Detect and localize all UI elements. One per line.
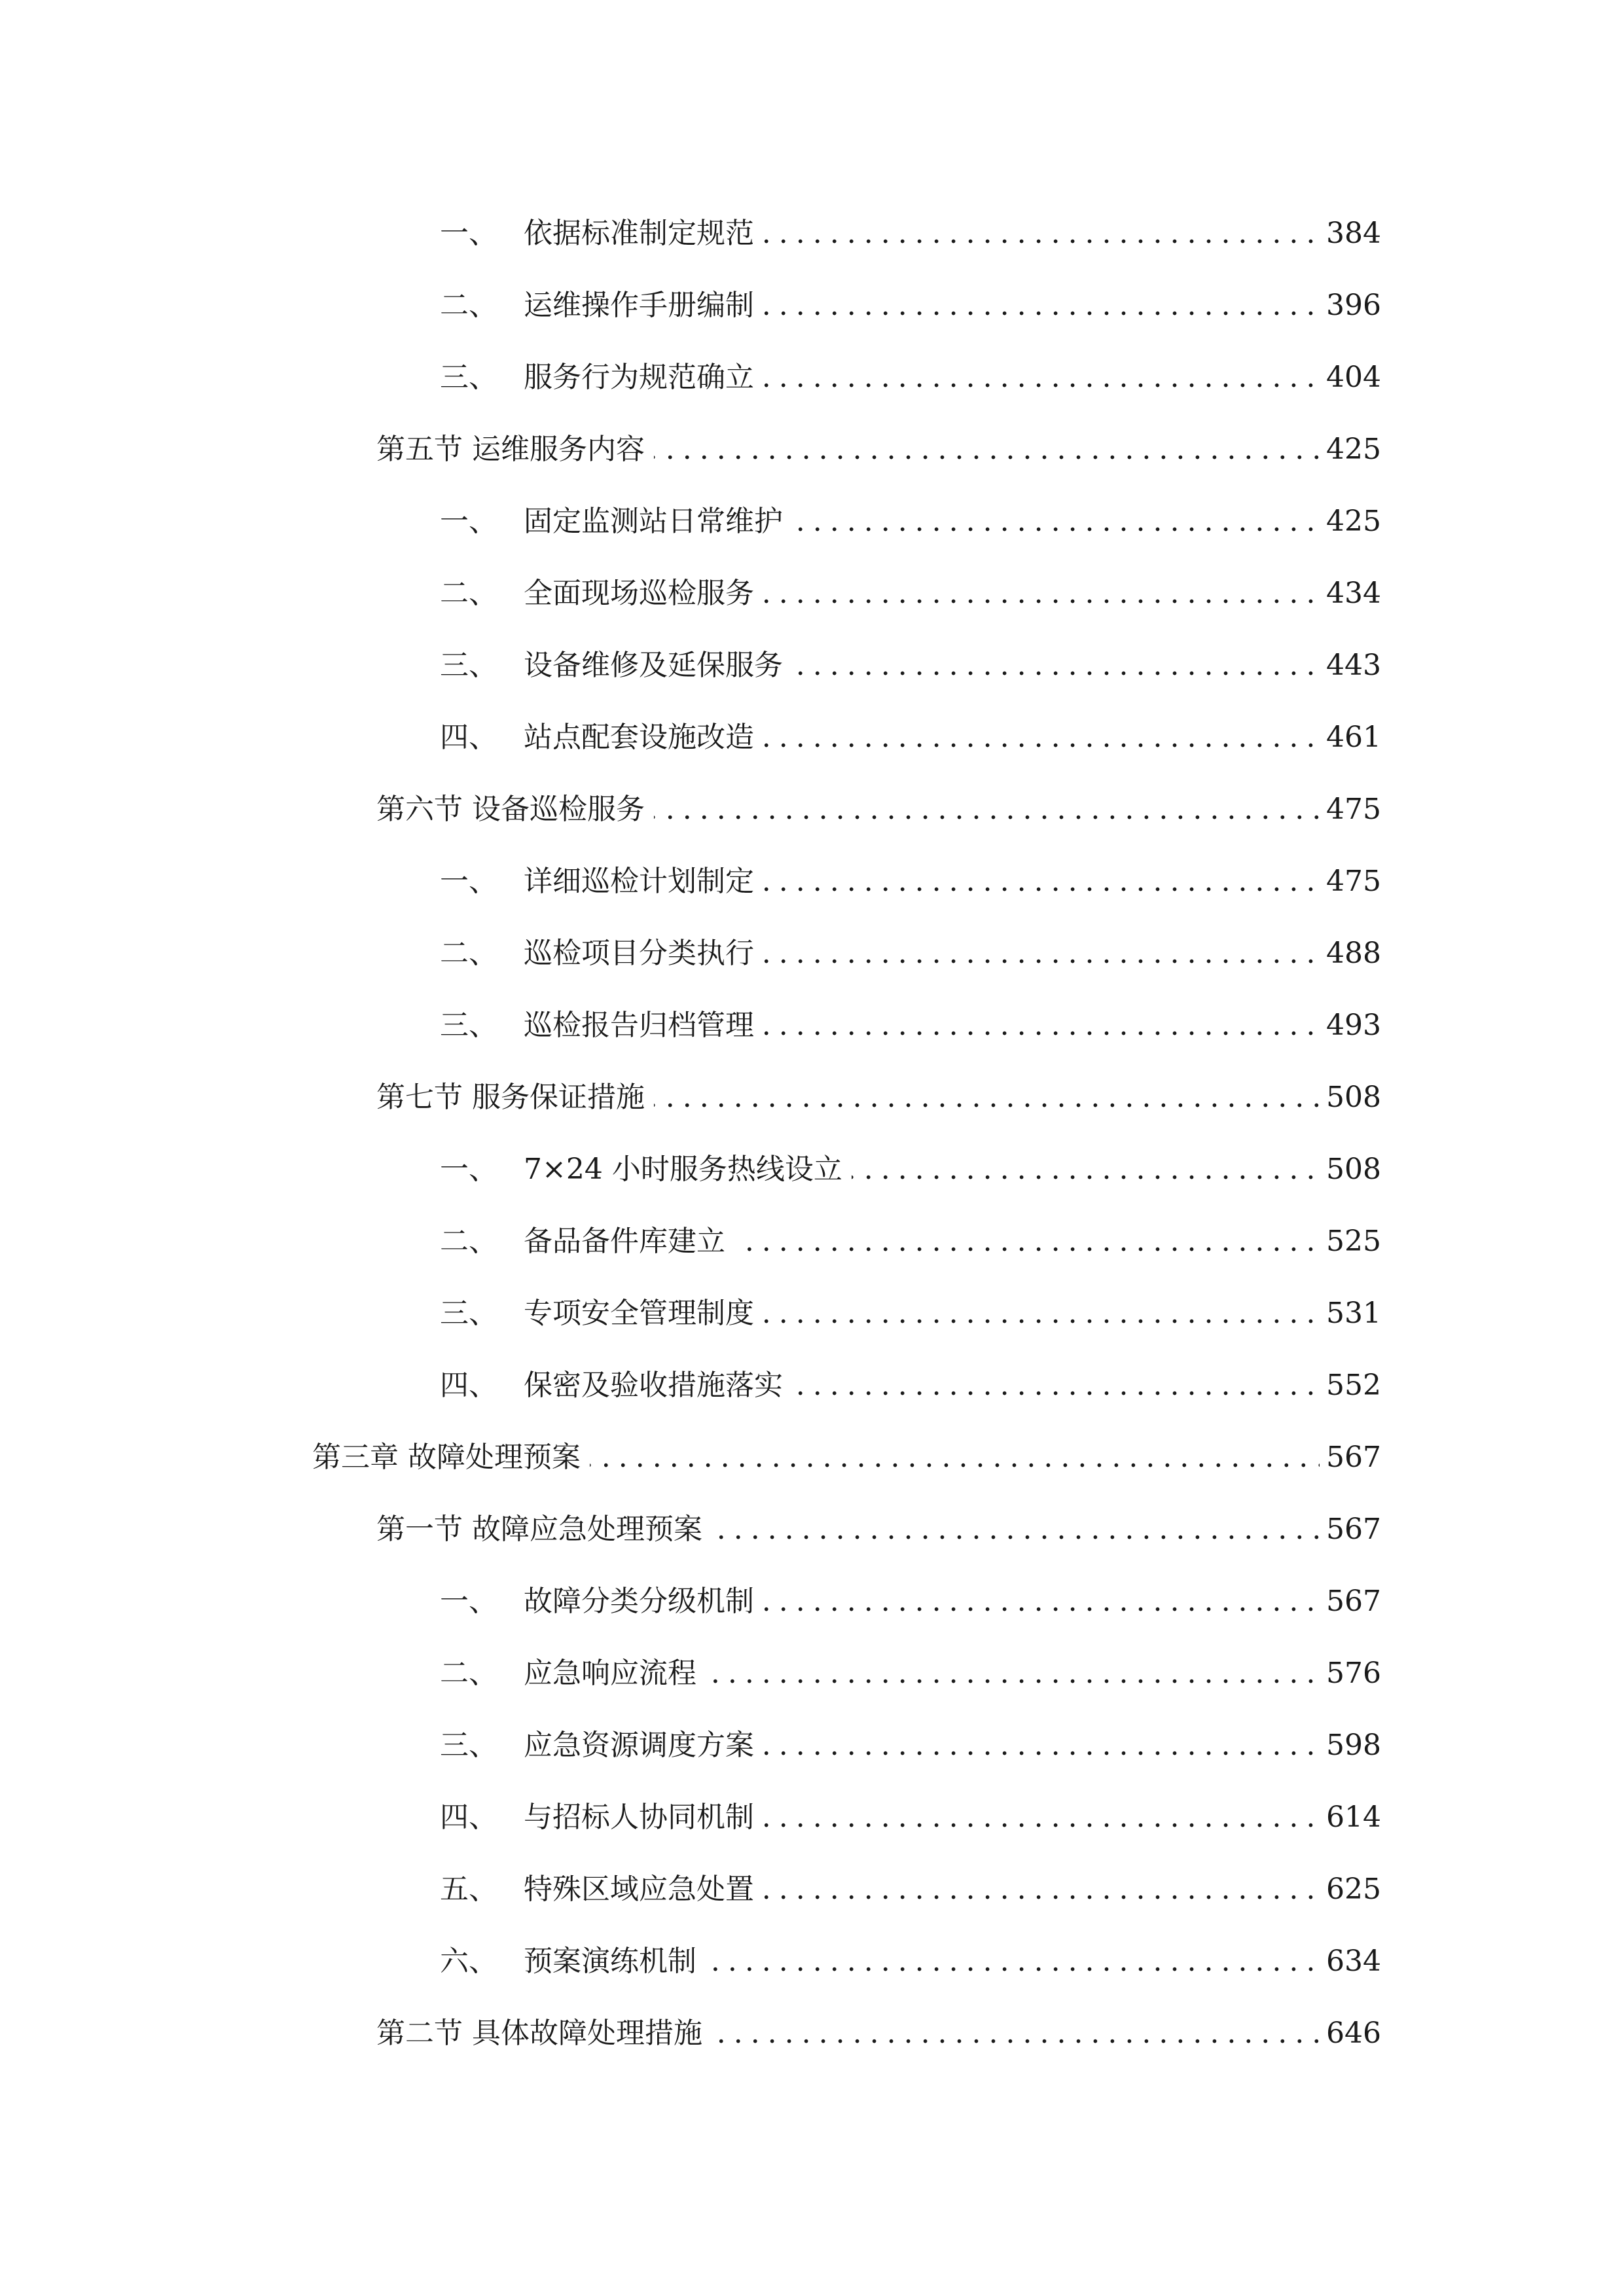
toc-entry-page: 434 <box>1320 579 1379 608</box>
toc-entry-number: 一、 <box>440 505 497 538</box>
toc-entry-title: 全面现场巡检服务 <box>524 579 763 608</box>
toc-entry-page: 443 <box>1320 651 1379 680</box>
toc-entry-title: 第五节 运维服务内容 <box>376 435 654 464</box>
toc-entry-number: 二、 <box>440 289 497 322</box>
toc-entry[interactable] <box>0 918 1624 990</box>
toc-entry-number: 五、 <box>440 1873 497 1906</box>
toc-entry-number: 一、 <box>440 865 497 898</box>
toc-entry-number: 四、 <box>440 1801 497 1834</box>
toc-entry[interactable] <box>0 990 1624 1062</box>
toc-entry[interactable] <box>0 1350 1624 1422</box>
toc-entry-page: 625 <box>1320 1875 1379 1904</box>
toc-entry-number: 一、 <box>440 1153 497 1186</box>
toc-entry-title: 巡检报告归档管理 <box>524 1011 763 1040</box>
toc-section-entry[interactable] <box>0 774 1624 846</box>
toc-entry[interactable] <box>0 1854 1624 1926</box>
toc-entry-title: 服务行为规范确立 <box>524 363 763 392</box>
toc-entry-page: 396 <box>1320 291 1379 320</box>
toc-entry-number: 三、 <box>440 1729 497 1762</box>
toc-entry[interactable] <box>0 1926 1624 1998</box>
toc-entry-page: 614 <box>1320 1803 1379 1832</box>
toc-entry-number: 二、 <box>440 1657 497 1690</box>
toc-entry[interactable] <box>0 1566 1624 1638</box>
toc-entry-title: 专项安全管理制度 <box>524 1299 763 1328</box>
toc-entry-page: 598 <box>1320 1731 1379 1760</box>
toc-entry-title: 特殊区域应急处置 <box>524 1875 763 1904</box>
toc-entry-page: 488 <box>1320 939 1379 968</box>
toc-entry-number: 三、 <box>440 649 497 682</box>
toc-entry-page: 425 <box>1320 507 1379 536</box>
toc-entry-title: 第一节 故障应急处理预案 <box>376 1515 712 1544</box>
toc-entry[interactable] <box>0 630 1624 702</box>
toc-entry-number: 六、 <box>440 1945 497 1978</box>
toc-entry-number: 二、 <box>440 937 497 970</box>
toc-entry-page: 384 <box>1320 219 1379 248</box>
toc-entry-title: 备品备件库建立 <box>524 1227 734 1256</box>
toc-entry[interactable] <box>0 270 1624 342</box>
toc-entry-page: 404 <box>1320 363 1379 392</box>
toc-entry-page: 461 <box>1320 723 1379 752</box>
toc-entry-title: 站点配套设施改造 <box>524 723 763 752</box>
toc-entry-title: 设备维修及延保服务 <box>524 651 792 680</box>
toc-entry-number: 一、 <box>440 217 497 250</box>
toc-entry-title: 与招标人协同机制 <box>524 1803 763 1832</box>
toc-entry-title: 预案演练机制 <box>524 1947 706 1976</box>
toc-entry-number: 三、 <box>440 1297 497 1330</box>
toc-entry[interactable] <box>0 558 1624 630</box>
toc-entry[interactable] <box>0 1638 1624 1710</box>
toc-entry-page: 508 <box>1320 1155 1379 1184</box>
toc-entry[interactable] <box>0 846 1624 918</box>
toc-entry[interactable] <box>0 198 1624 270</box>
toc-entry-title: 详细巡检计划制定 <box>524 867 763 896</box>
toc-entry-title: 运维操作手册编制 <box>524 291 763 320</box>
toc-entry-title: 第三章 故障处理预案 <box>312 1443 590 1472</box>
toc-section-entry[interactable] <box>0 1998 1624 2070</box>
toc-entry-number: 四、 <box>440 1369 497 1402</box>
toc-entry-page: 425 <box>1320 435 1379 464</box>
toc-entry-title: 第七节 服务保证措施 <box>376 1083 654 1112</box>
toc-entry-page: 576 <box>1320 1659 1379 1688</box>
toc-entry-title: 第二节 具体故障处理措施 <box>376 2019 712 2048</box>
toc-entry-number: 四、 <box>440 721 497 754</box>
toc-entry-title: 应急响应流程 <box>524 1659 706 1688</box>
toc-entry-number: 三、 <box>440 1009 497 1042</box>
toc-entry-page: 525 <box>1320 1227 1379 1256</box>
toc-chapter-entry[interactable] <box>0 1422 1624 1494</box>
toc-entry-page: 475 <box>1320 795 1379 824</box>
toc-entry[interactable] <box>0 342 1624 414</box>
toc-entry[interactable] <box>0 1278 1624 1350</box>
toc-entry-page: 567 <box>1320 1515 1379 1544</box>
toc-entry-page: 646 <box>1320 2019 1379 2048</box>
toc-entry[interactable] <box>0 1710 1624 1782</box>
toc-entry-number: 二、 <box>440 1225 497 1258</box>
toc-entry-title: 故障分类分级机制 <box>524 1587 763 1616</box>
toc-entry-title: 第六节 设备巡检服务 <box>376 795 654 824</box>
toc-entry-page: 475 <box>1320 867 1379 896</box>
toc-entry[interactable] <box>0 702 1624 774</box>
toc-section-entry[interactable] <box>0 1494 1624 1566</box>
toc-entry-page: 531 <box>1320 1299 1379 1328</box>
toc-entry-page: 508 <box>1320 1083 1379 1112</box>
toc-entry[interactable] <box>0 1206 1624 1278</box>
toc-entry-number: 一、 <box>440 1585 497 1618</box>
toc-entry[interactable] <box>0 1782 1624 1854</box>
table-of-contents <box>0 198 1624 2070</box>
toc-entry-number: 二、 <box>440 577 497 610</box>
toc-entry[interactable] <box>0 1134 1624 1206</box>
toc-entry-page: 567 <box>1320 1443 1379 1472</box>
toc-entry-page: 493 <box>1320 1011 1379 1040</box>
toc-entry-title: 7×24 小时服务热线设立 <box>524 1155 852 1184</box>
toc-entry-title: 应急资源调度方案 <box>524 1731 763 1760</box>
toc-entry-title: 依据标准制定规范 <box>524 219 763 248</box>
toc-entry-page: 634 <box>1320 1947 1379 1976</box>
toc-entry[interactable] <box>0 486 1624 558</box>
toc-entry-page: 567 <box>1320 1587 1379 1616</box>
toc-entry-title: 保密及验收措施落实 <box>524 1371 792 1400</box>
toc-entry-title: 固定监测站日常维护 <box>524 507 792 536</box>
toc-section-entry[interactable] <box>0 1062 1624 1134</box>
toc-entry-page: 552 <box>1320 1371 1379 1400</box>
toc-section-entry[interactable] <box>0 414 1624 486</box>
toc-entry-number: 三、 <box>440 361 497 394</box>
toc-entry-title: 巡检项目分类执行 <box>524 939 763 968</box>
